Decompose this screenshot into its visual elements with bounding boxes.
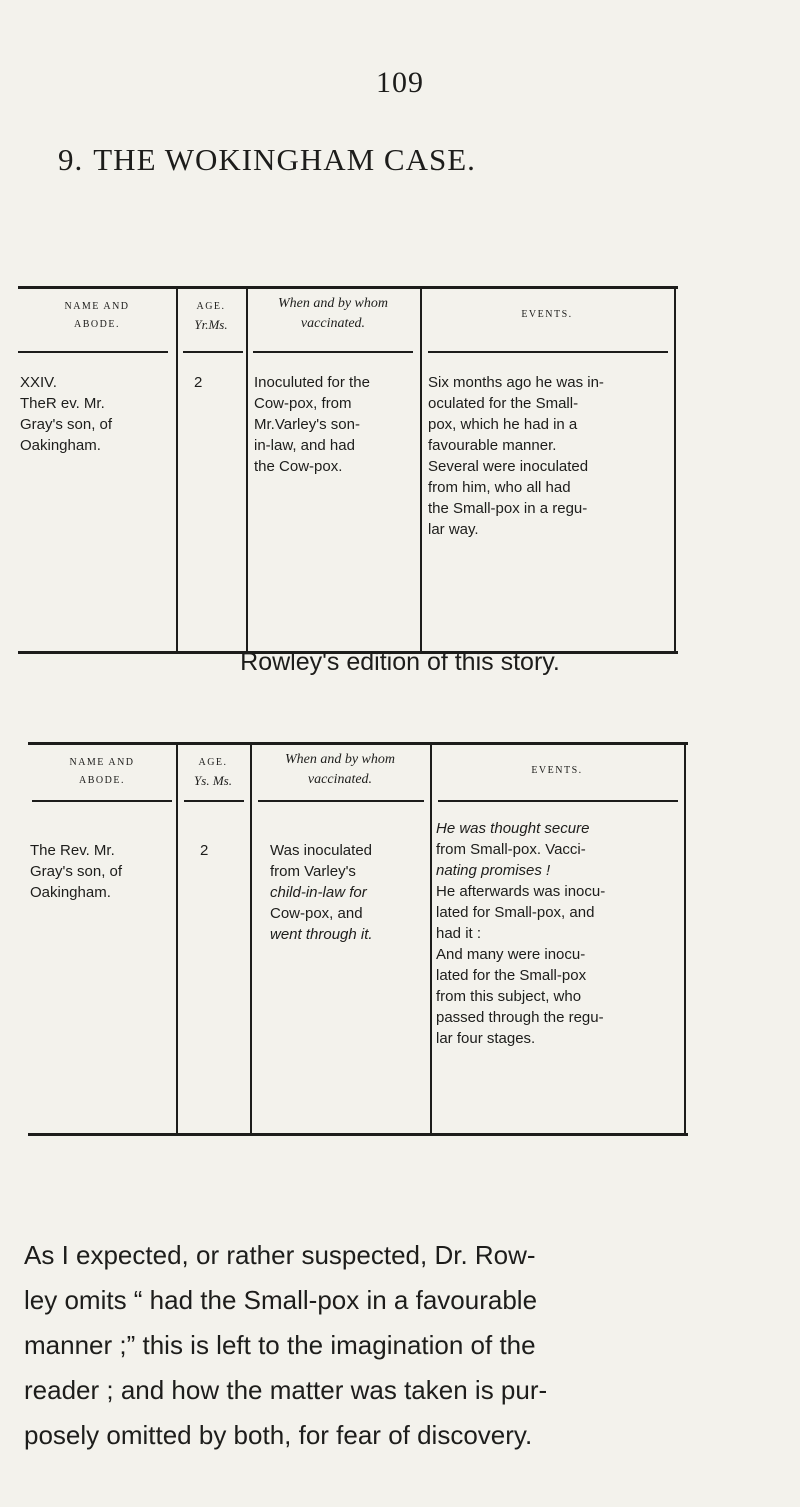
header-events: EVENTS. (531, 765, 583, 776)
column-divider (250, 742, 252, 1136)
name-abode-cell: The Rev. Mr. Gray's son, of Oakingham. (30, 842, 123, 901)
section-number: 9. (58, 142, 84, 177)
table-bottom-rule (28, 1133, 688, 1136)
section-title (58, 142, 476, 178)
paragraph-line: reader ; and how the matter was taken is pur- (24, 1375, 548, 1405)
header-rule (32, 800, 172, 802)
events-cell: Six months ago he was in- oculated for the Small- pox, which he had in a favourable manner. Several were inoculated from him, who all had the Small-pox in a regu- lar way. (428, 374, 604, 538)
section-heading: THE WOKINGHAM CASE. (93, 142, 476, 177)
header-age: AGE. Ys. Ms. (194, 757, 232, 788)
wokingham-table (18, 286, 678, 654)
header-name-abode: NAME AND ABODE. (64, 301, 130, 330)
header-rule (253, 351, 413, 353)
column-divider (176, 286, 178, 654)
column-divider (430, 742, 432, 1136)
header-rule (258, 800, 424, 802)
header-when-vaccinated: When and by whom vaccinated. (277, 296, 389, 331)
paragraph-line: manner ;” this is left to the imagination of the (24, 1330, 536, 1360)
when-cell: Inoculuted for the Cow-pox, from Mr.Varley's son- in-law, and had the Cow-pox. (254, 374, 370, 475)
header-rule (183, 351, 243, 353)
column-divider (176, 742, 178, 1136)
header-rule (428, 351, 668, 353)
column-divider (674, 286, 676, 654)
header-rule (184, 800, 244, 802)
header-events: EVENTS. (521, 309, 573, 320)
header-name-abode: NAME AND ABODE. (69, 757, 135, 786)
paragraph-line: ley omits “ had the Small-pox in a favourable (24, 1285, 538, 1315)
page-number: 109 (376, 66, 424, 99)
paragraph-line: posely omitted by both, for fear of discovery. (24, 1420, 533, 1450)
rowley-table (28, 742, 688, 1136)
column-divider (420, 286, 422, 654)
age-cell: 2 (200, 842, 209, 859)
header-rule (18, 351, 168, 353)
events-cell: He was thought secure from Small-pox. Vacci- nating promises ! He afterwards was inocu- lated for Small-pox, and had it : And many were inocu- lated for the Small-pox from this subject, who passed through the regu- lar four stages. (436, 820, 606, 1047)
name-abode-cell: XXIV. TheR ev. Mr. Gray's son, of Oakingham. (20, 374, 113, 454)
column-divider (246, 286, 248, 654)
when-cell: Was inoculated from Varley's child-in-law for Cow-pox, and went through it. (270, 842, 373, 943)
table-top-rule (28, 742, 688, 745)
header-when-vaccinated: When and by whom vaccinated. (284, 752, 396, 787)
paragraph-line: As I expected, or rather suspected, Dr. Row- (24, 1240, 536, 1270)
commentary-paragraph (24, 1233, 784, 1458)
table-top-rule (18, 286, 678, 289)
column-divider (684, 742, 686, 1136)
header-rule (438, 800, 678, 802)
age-cell: 2 (194, 374, 203, 391)
header-age: AGE. Yr.Ms. (194, 301, 228, 332)
caption: Rowley's edition of this story. (240, 648, 560, 676)
